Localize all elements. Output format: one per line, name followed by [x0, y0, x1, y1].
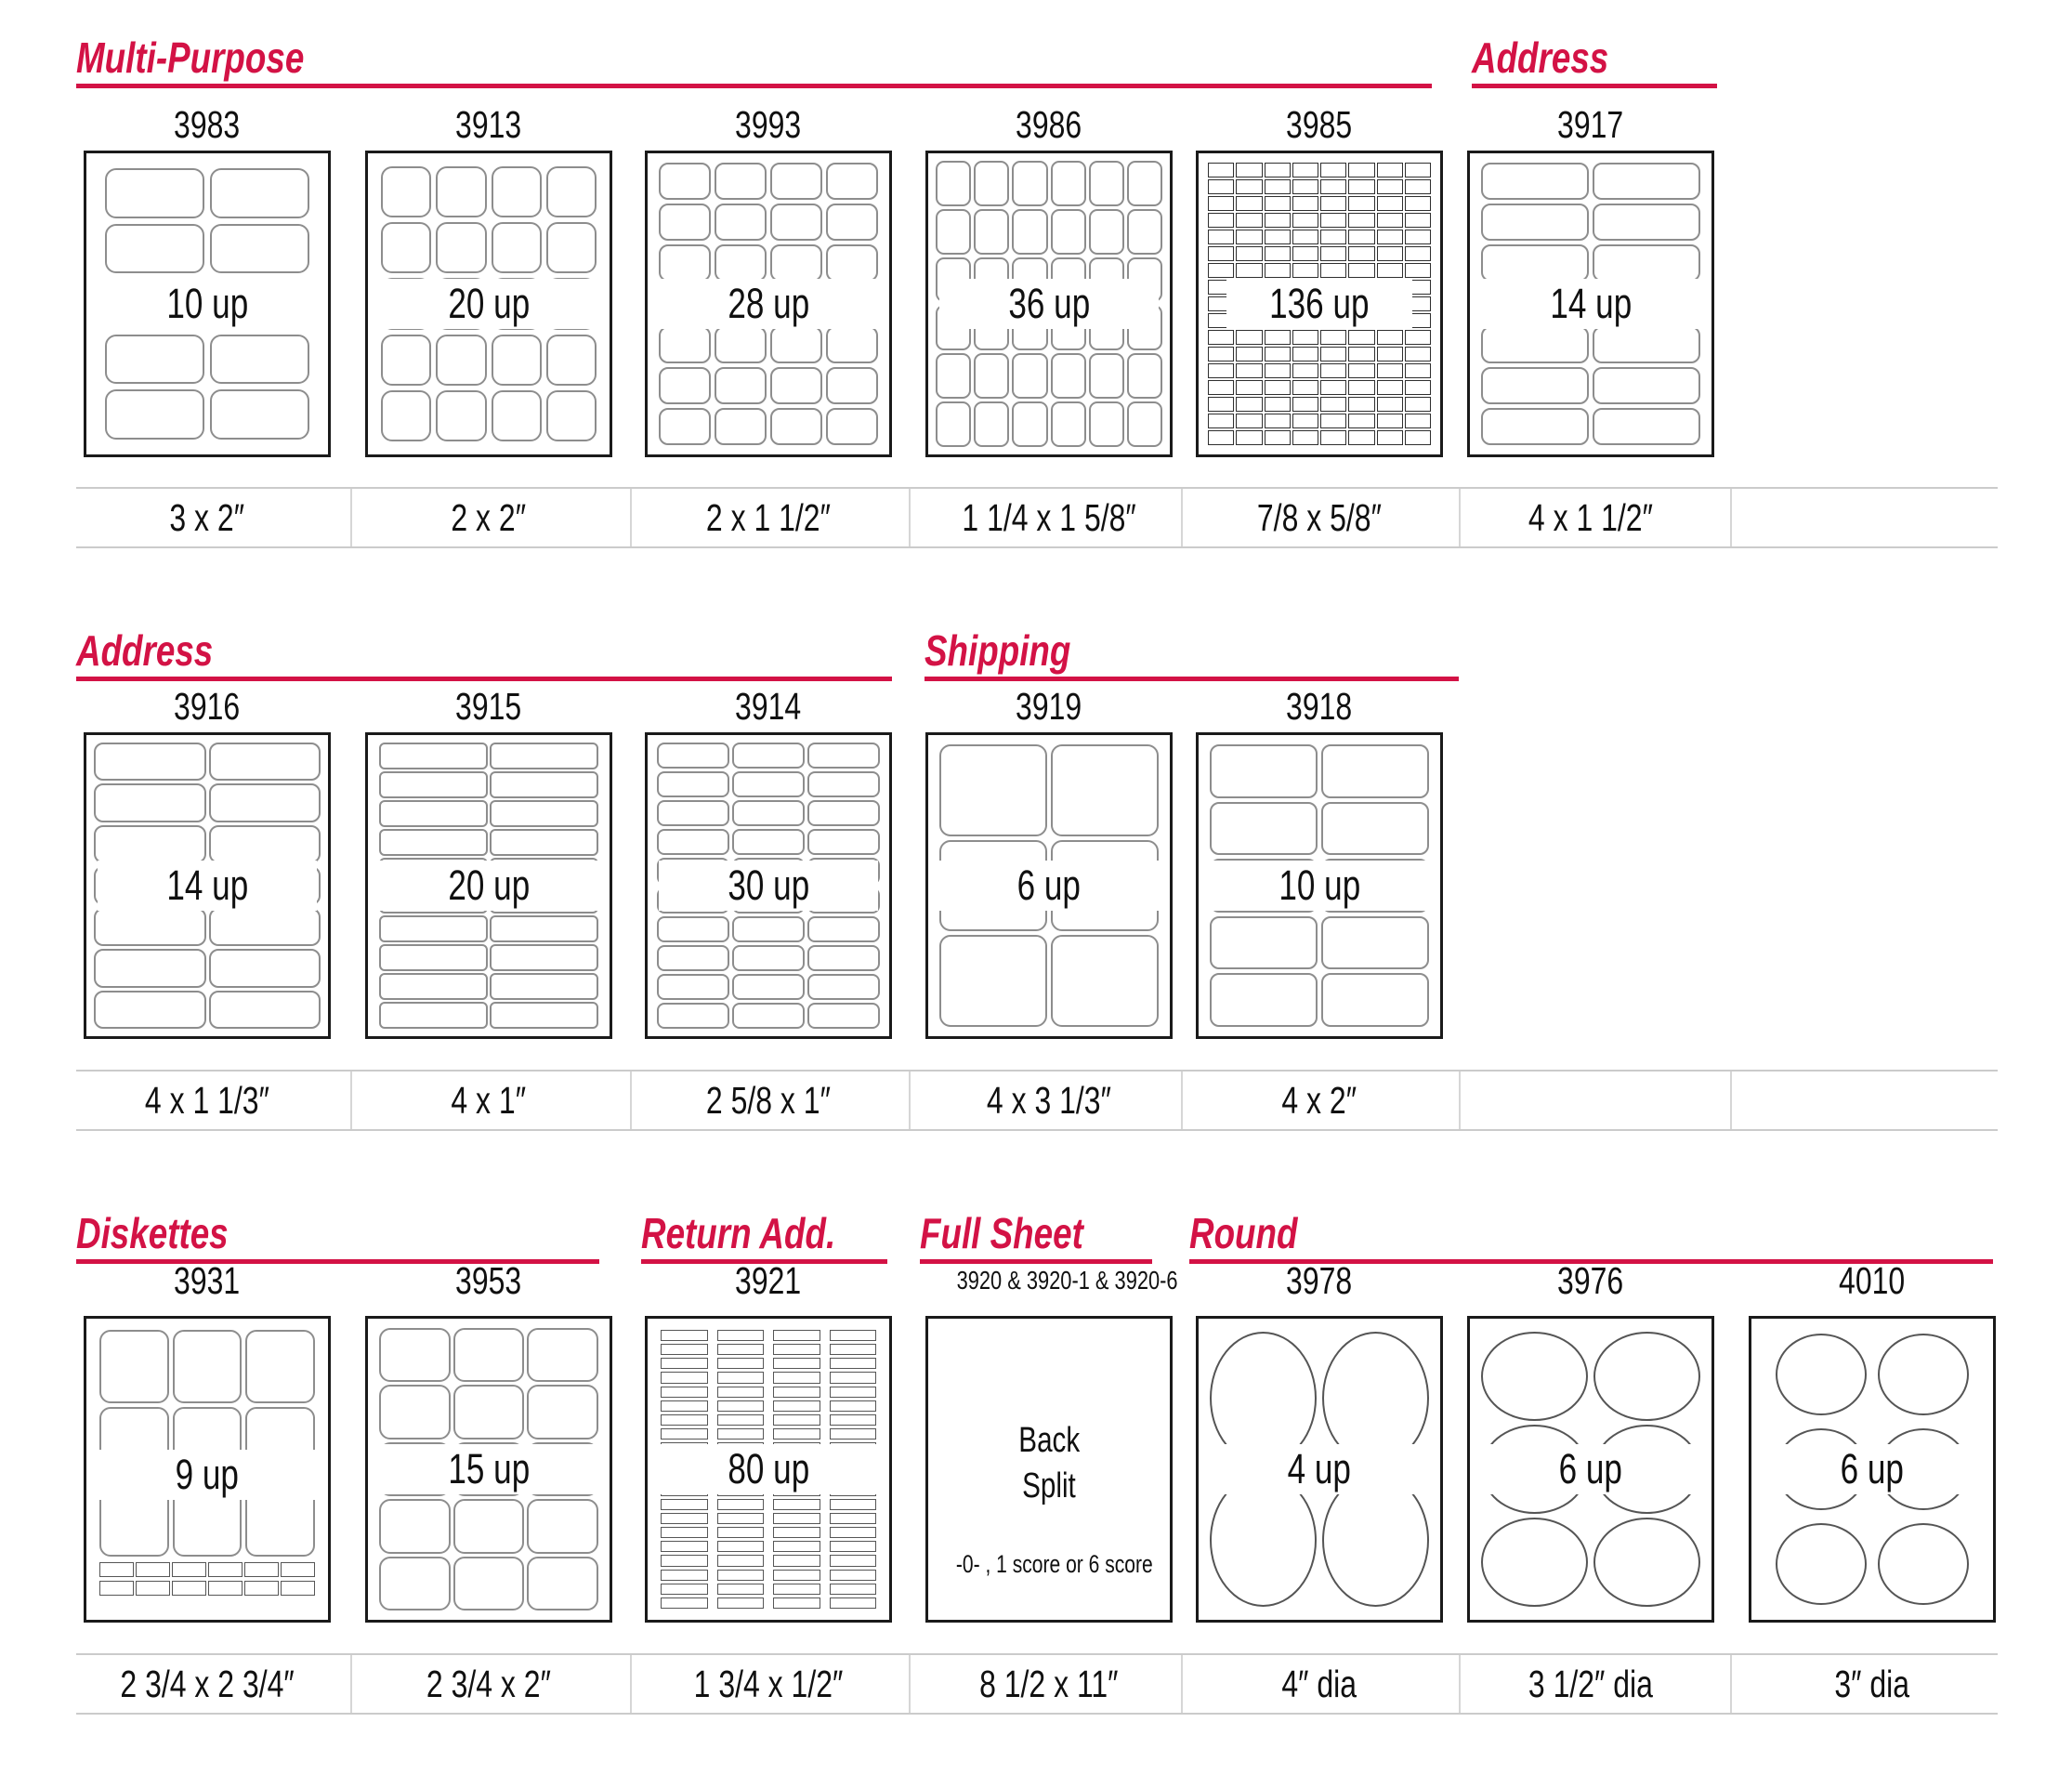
label-cell — [773, 1597, 820, 1609]
round-label-cell — [1878, 1523, 1969, 1605]
section-heading-text: Address — [76, 626, 214, 675]
product-number-text: 3916 — [174, 685, 241, 728]
section-heading-text: Full Sheet — [920, 1209, 1083, 1257]
size-label-text: 2 x 1 1/2″ — [705, 495, 831, 539]
label-cell — [208, 1581, 243, 1596]
product-number — [1749, 1260, 1996, 1301]
section-heading — [641, 1211, 885, 1256]
section-heading — [1189, 1211, 1325, 1256]
up-count-badge — [1481, 1444, 1700, 1494]
product-number-text: 3921 — [735, 1259, 802, 1302]
up-count-badge — [379, 1444, 598, 1494]
label-cell — [773, 1499, 820, 1510]
label-cell — [717, 1555, 765, 1566]
product-number-text: 3931 — [174, 1259, 241, 1302]
up-count-text: 4 up — [1287, 1445, 1352, 1492]
product-number — [1196, 1260, 1443, 1301]
column-divider — [1730, 1655, 1732, 1713]
label-cell — [453, 1499, 525, 1553]
product-number-text: 3953 — [455, 1259, 522, 1302]
up-count-text: 6 up — [1016, 861, 1082, 909]
round-label-cell — [1776, 1523, 1867, 1605]
label-cell — [661, 1584, 708, 1595]
label-cell — [773, 1387, 820, 1398]
round-label-cell — [1593, 1332, 1700, 1421]
label-cell — [136, 1581, 170, 1596]
round-label-cell — [1481, 1518, 1588, 1607]
product-number-text: 3993 — [735, 103, 802, 146]
up-count-text: 28 up — [728, 280, 809, 327]
up-count-text: 9 up — [175, 1451, 240, 1499]
sheet-3920 — [925, 1316, 1173, 1623]
up-count-text: 20 up — [448, 861, 530, 909]
label-cell — [717, 1372, 765, 1383]
round-label-cell — [1593, 1518, 1700, 1607]
label-cell — [661, 1358, 708, 1369]
label-cell — [661, 1513, 708, 1524]
sheet-3931 — [84, 1316, 331, 1623]
label-cell — [717, 1387, 765, 1398]
label-cell — [379, 1499, 451, 1553]
size-label-text: 2 5/8 x 1″ — [705, 1078, 831, 1122]
full-sheet-line-text: Back — [1018, 1420, 1080, 1460]
label-cell — [661, 1541, 708, 1552]
label-cell — [830, 1527, 877, 1538]
label-cell — [99, 1562, 134, 1577]
label-cell — [245, 1330, 315, 1403]
full-sheet-line — [928, 1418, 1170, 1464]
size-label-text: 4 x 1 1/3″ — [144, 1078, 269, 1122]
up-count-text: 6 up — [1558, 1445, 1623, 1492]
up-count-text: 36 up — [1008, 280, 1090, 327]
product-number-text: 3915 — [455, 685, 522, 728]
section-heading — [76, 1211, 267, 1256]
label-cell — [527, 1328, 598, 1382]
section-heading-text: Address — [1472, 33, 1609, 82]
product-number-text: 3917 — [1557, 103, 1624, 146]
product-number-text: 3986 — [1016, 103, 1082, 146]
label-cell — [773, 1584, 820, 1595]
sheet-3976 — [1467, 1316, 1714, 1623]
label-cell — [136, 1562, 170, 1577]
label-cell — [717, 1358, 765, 1369]
label-cell — [453, 1557, 525, 1611]
product-number-text: 4010 — [1839, 1259, 1906, 1302]
size-label-text: 2 3/4 x 2″ — [426, 1662, 551, 1705]
size-label-text: 4″ dia — [1281, 1662, 1357, 1705]
up-count-badge — [1763, 1444, 1982, 1494]
size-label-text: 3 x 2″ — [169, 495, 245, 539]
product-number-text: 3913 — [455, 103, 522, 146]
label-cell — [773, 1330, 820, 1341]
size-label-text: 4 x 1″ — [451, 1078, 527, 1122]
label-cell — [717, 1400, 765, 1412]
size-label — [925, 1653, 1173, 1715]
label-cell — [830, 1513, 877, 1524]
label-cell — [173, 1330, 243, 1403]
up-count-text: 136 up — [1269, 280, 1370, 327]
label-cell — [773, 1372, 820, 1383]
up-count-badge — [1210, 1444, 1429, 1494]
label-cell — [661, 1527, 708, 1538]
up-count-badge — [659, 1444, 878, 1494]
size-label-text: 2 3/4 x 2 3/4″ — [120, 1662, 295, 1705]
sheet-4010 — [1749, 1316, 1996, 1623]
label-cell — [830, 1499, 877, 1510]
product-number — [365, 1260, 612, 1301]
size-label-text: 2 x 2″ — [451, 495, 527, 539]
size-label — [365, 1653, 612, 1715]
label-cell — [717, 1499, 765, 1510]
label-cell — [773, 1414, 820, 1426]
product-number-text: 3920 & 3920-1 & 3920-6 — [956, 1266, 1178, 1295]
round-label-cell — [1776, 1334, 1867, 1415]
label-cell — [281, 1581, 315, 1596]
column-divider — [350, 1655, 352, 1713]
up-count-text: 10 up — [1279, 861, 1360, 909]
label-cell — [453, 1385, 525, 1439]
label-cell — [99, 1581, 134, 1596]
label-cell — [379, 1557, 451, 1611]
label-cell — [717, 1414, 765, 1426]
full-sheet-line-text: Split — [1022, 1466, 1076, 1506]
size-label-text: 4 x 3 1/3″ — [986, 1078, 1111, 1122]
full-sheet-note — [928, 1550, 1170, 1579]
up-count-text: 10 up — [166, 280, 248, 327]
size-label-text: 8 1/2 x 11″ — [979, 1662, 1119, 1705]
label-cell — [830, 1400, 877, 1412]
label-cell — [773, 1358, 820, 1369]
product-number-text: 3983 — [174, 103, 241, 146]
label-cell — [830, 1555, 877, 1566]
product-number — [925, 1260, 1178, 1301]
label-cell — [244, 1562, 279, 1577]
label-cell — [830, 1414, 877, 1426]
section-heading-text: Return Add. — [641, 1209, 836, 1257]
label-cell — [172, 1562, 206, 1577]
up-count-text: 14 up — [166, 861, 248, 909]
label-cell — [830, 1570, 877, 1581]
label-cell — [661, 1330, 708, 1341]
label-cell — [830, 1387, 877, 1398]
up-count-text: 14 up — [1550, 280, 1632, 327]
round-label-cell — [1481, 1332, 1588, 1421]
label-cell — [830, 1372, 877, 1383]
size-label — [1196, 1653, 1443, 1715]
label-cell — [661, 1372, 708, 1383]
up-count-text: 80 up — [728, 1445, 809, 1492]
size-label-text: 4 x 1 1/2″ — [1528, 495, 1653, 539]
sheet-3953 — [365, 1316, 612, 1623]
full-sheet-line — [928, 1464, 1170, 1509]
label-cell — [661, 1499, 708, 1510]
label-cell — [773, 1527, 820, 1538]
column-divider — [909, 1655, 911, 1713]
label-cell — [830, 1344, 877, 1355]
label-cell — [717, 1597, 765, 1609]
size-label-text: 7/8 x 5/8″ — [1256, 495, 1382, 539]
label-cell — [717, 1344, 765, 1355]
size-label — [1467, 1653, 1714, 1715]
label-cell — [830, 1584, 877, 1595]
section-heading-text: Round — [1189, 1209, 1298, 1257]
size-label — [84, 1653, 331, 1715]
label-cell — [661, 1555, 708, 1566]
full-sheet-text — [928, 1418, 1170, 1510]
product-number-text: 3918 — [1286, 685, 1353, 728]
round-label-cell — [1878, 1334, 1969, 1415]
label-cell — [661, 1597, 708, 1609]
label-cell — [527, 1557, 598, 1611]
label-cell — [830, 1428, 877, 1440]
up-count-text: 30 up — [728, 861, 809, 909]
label-cell — [773, 1541, 820, 1552]
full-sheet-note-text: -0- , 1 score or 6 score — [955, 1550, 1153, 1579]
label-cell — [830, 1541, 877, 1552]
product-number — [1467, 1260, 1714, 1301]
label-cell — [661, 1387, 708, 1398]
label-cell — [208, 1562, 243, 1577]
section-heading-text: Shipping — [925, 626, 1071, 675]
up-count-text: 6 up — [1840, 1445, 1905, 1492]
label-cell — [830, 1597, 877, 1609]
size-label-text: 1 3/4 x 1/2″ — [693, 1662, 844, 1705]
label-cell — [527, 1385, 598, 1439]
up-count-text: 15 up — [448, 1445, 530, 1492]
label-cell — [717, 1584, 765, 1595]
product-number-text: 3919 — [1016, 685, 1082, 728]
label-cell — [172, 1581, 206, 1596]
label-cell — [661, 1400, 708, 1412]
label-grid — [99, 1330, 315, 1557]
size-label — [645, 1653, 892, 1715]
label-cell — [661, 1570, 708, 1581]
label-cell — [717, 1541, 765, 1552]
label-cell — [773, 1400, 820, 1412]
label-cell — [281, 1562, 315, 1577]
label-cell — [717, 1428, 765, 1440]
product-number-text: 3978 — [1286, 1259, 1353, 1302]
label-cell — [661, 1344, 708, 1355]
label-cell — [717, 1527, 765, 1538]
label-cell — [244, 1581, 279, 1596]
sheet-3978 — [1196, 1316, 1443, 1623]
label-cell — [661, 1428, 708, 1440]
section-heading-text: Diskettes — [76, 1209, 229, 1257]
label-cell — [773, 1513, 820, 1524]
label-cell — [717, 1570, 765, 1581]
label-cell — [379, 1385, 451, 1439]
label-cell — [453, 1328, 525, 1382]
product-number-text: 3976 — [1557, 1259, 1624, 1302]
section-heading-text: Multi-Purpose — [76, 33, 305, 82]
size-label-text: 1 1/4 x 1 5/8″ — [962, 495, 1136, 539]
product-number — [84, 1260, 331, 1301]
label-cell — [717, 1513, 765, 1524]
up-count-text: 20 up — [448, 280, 530, 327]
product-number — [645, 1260, 892, 1301]
label-cell — [830, 1330, 877, 1341]
label-cell — [773, 1344, 820, 1355]
label-cell — [773, 1570, 820, 1581]
label-cell — [773, 1428, 820, 1440]
label-cell — [717, 1330, 765, 1341]
label-grid — [99, 1562, 315, 1596]
label-cell — [99, 1330, 169, 1403]
label-cell — [379, 1328, 451, 1382]
size-label — [1749, 1653, 1996, 1715]
label-cell — [527, 1499, 598, 1553]
label-cell — [661, 1414, 708, 1426]
label-cell — [830, 1358, 877, 1369]
product-number-text: 3985 — [1286, 103, 1353, 146]
size-label-text: 3 1/2″ dia — [1528, 1662, 1654, 1705]
size-label-text: 4 x 2″ — [1281, 1078, 1357, 1122]
column-divider — [630, 1655, 632, 1713]
sheet-3921 — [645, 1316, 892, 1623]
column-divider — [1459, 1655, 1461, 1713]
up-count-badge — [98, 1450, 317, 1500]
size-label-text: 3″ dia — [1834, 1662, 1910, 1705]
label-cell — [773, 1555, 820, 1566]
section-heading — [920, 1211, 1124, 1256]
product-number-text: 3914 — [735, 685, 802, 728]
column-divider — [1181, 1655, 1183, 1713]
